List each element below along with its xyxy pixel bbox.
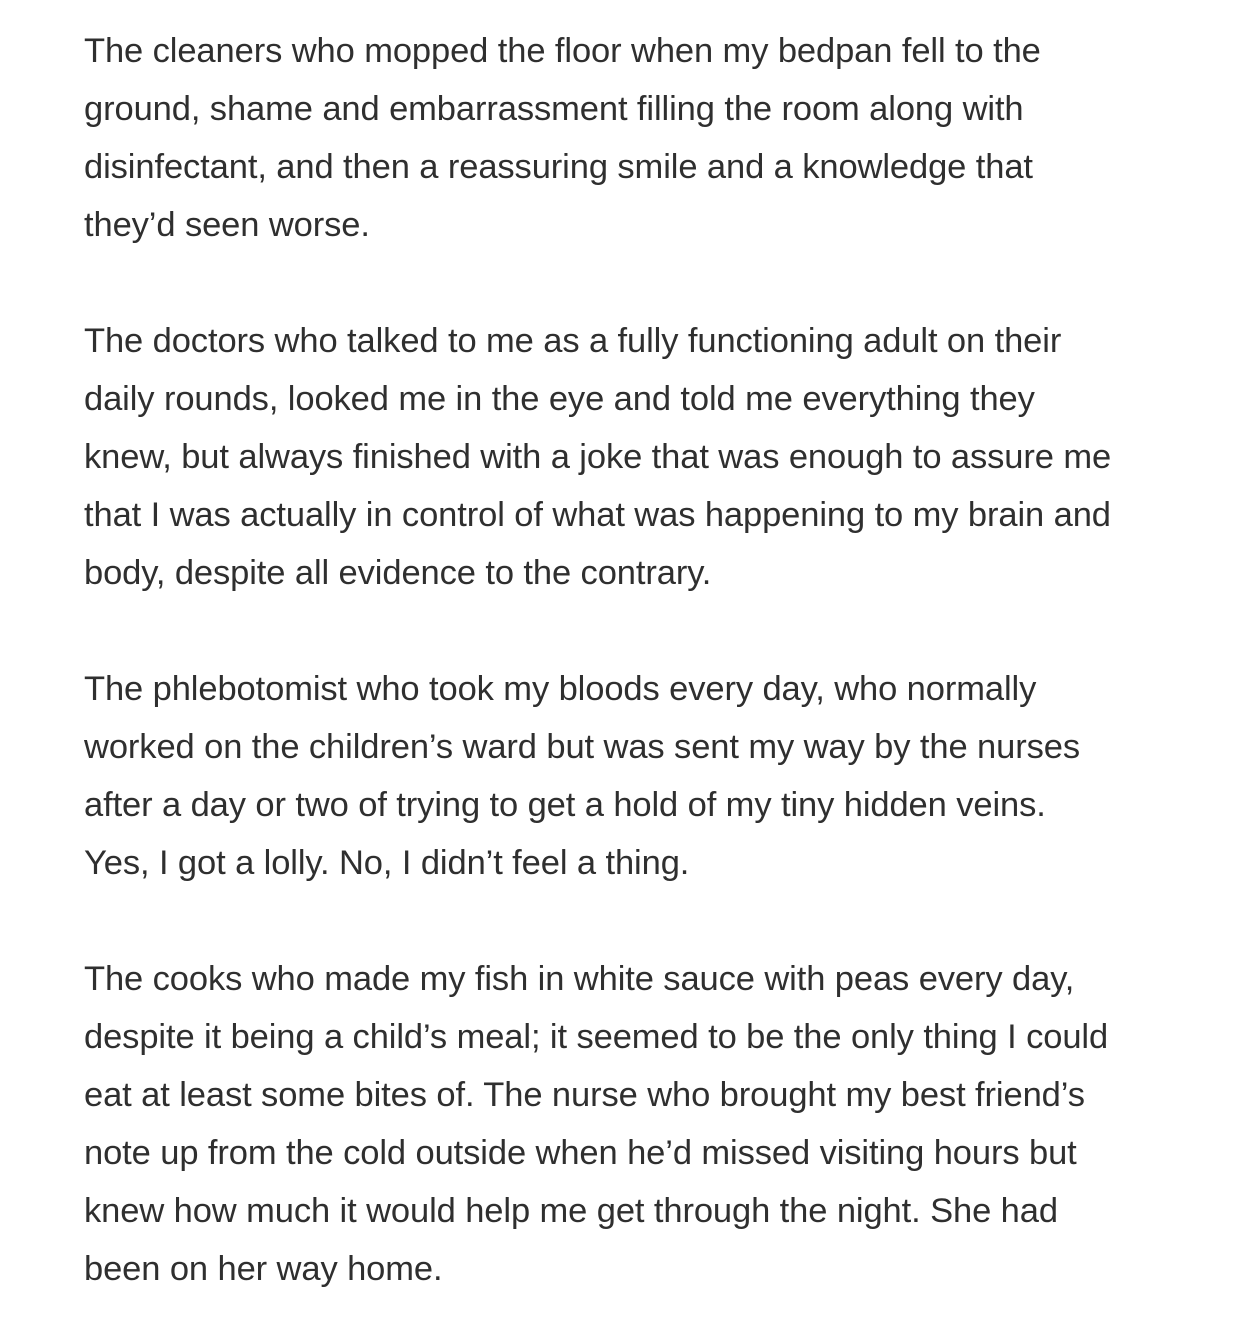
text-line: disinfectant, and then a reassuring smile and a knowledge that	[84, 148, 1033, 186]
article-body	[84, 22, 1194, 1298]
text-line: eat at least some bites of. The nurse who brought my best friend’s	[84, 1076, 1085, 1114]
text-line: The doctors who talked to me as a fully functioning adult on their	[84, 322, 1062, 360]
text-line: been on her way home.	[84, 1250, 443, 1288]
text-line: Yes, I got a lolly. No, I didn’t feel a thing.	[84, 844, 690, 882]
text-line: despite it being a child’s meal; it seemed to be the only thing I could	[84, 1018, 1109, 1056]
text-line: The cleaners who mopped the floor when my bedpan fell to the	[84, 32, 1041, 70]
text-line: The phlebotomist who took my bloods every day, who normally	[84, 670, 1037, 708]
text-line: knew how much it would help me get through the night. She had	[84, 1192, 1058, 1230]
paragraph-doctors	[84, 312, 1194, 602]
text-line: body, despite all evidence to the contrary.	[84, 554, 712, 592]
text-line: The cooks who made my fish in white sauce with peas every day,	[84, 960, 1075, 998]
paragraph-cleaners	[84, 22, 1194, 254]
text-line: that I was actually in control of what was happening to my brain and	[84, 496, 1111, 534]
text-line: they’d seen worse.	[84, 206, 370, 244]
text-line: knew, but always finished with a joke that was enough to assure me	[84, 438, 1112, 476]
text-line: note up from the cold outside when he’d missed visiting hours but	[84, 1134, 1077, 1172]
text-line: daily rounds, looked me in the eye and told me everything they	[84, 380, 1035, 418]
paragraph-cooks	[84, 950, 1194, 1298]
text-line: ground, shame and embarrassment filling the room along with	[84, 90, 1024, 128]
text-line: after a day or two of trying to get a hold of my tiny hidden veins.	[84, 786, 1046, 824]
paragraph-phlebotomist	[84, 660, 1194, 892]
text-line: worked on the children’s ward but was sent my way by the nurses	[84, 728, 1080, 766]
